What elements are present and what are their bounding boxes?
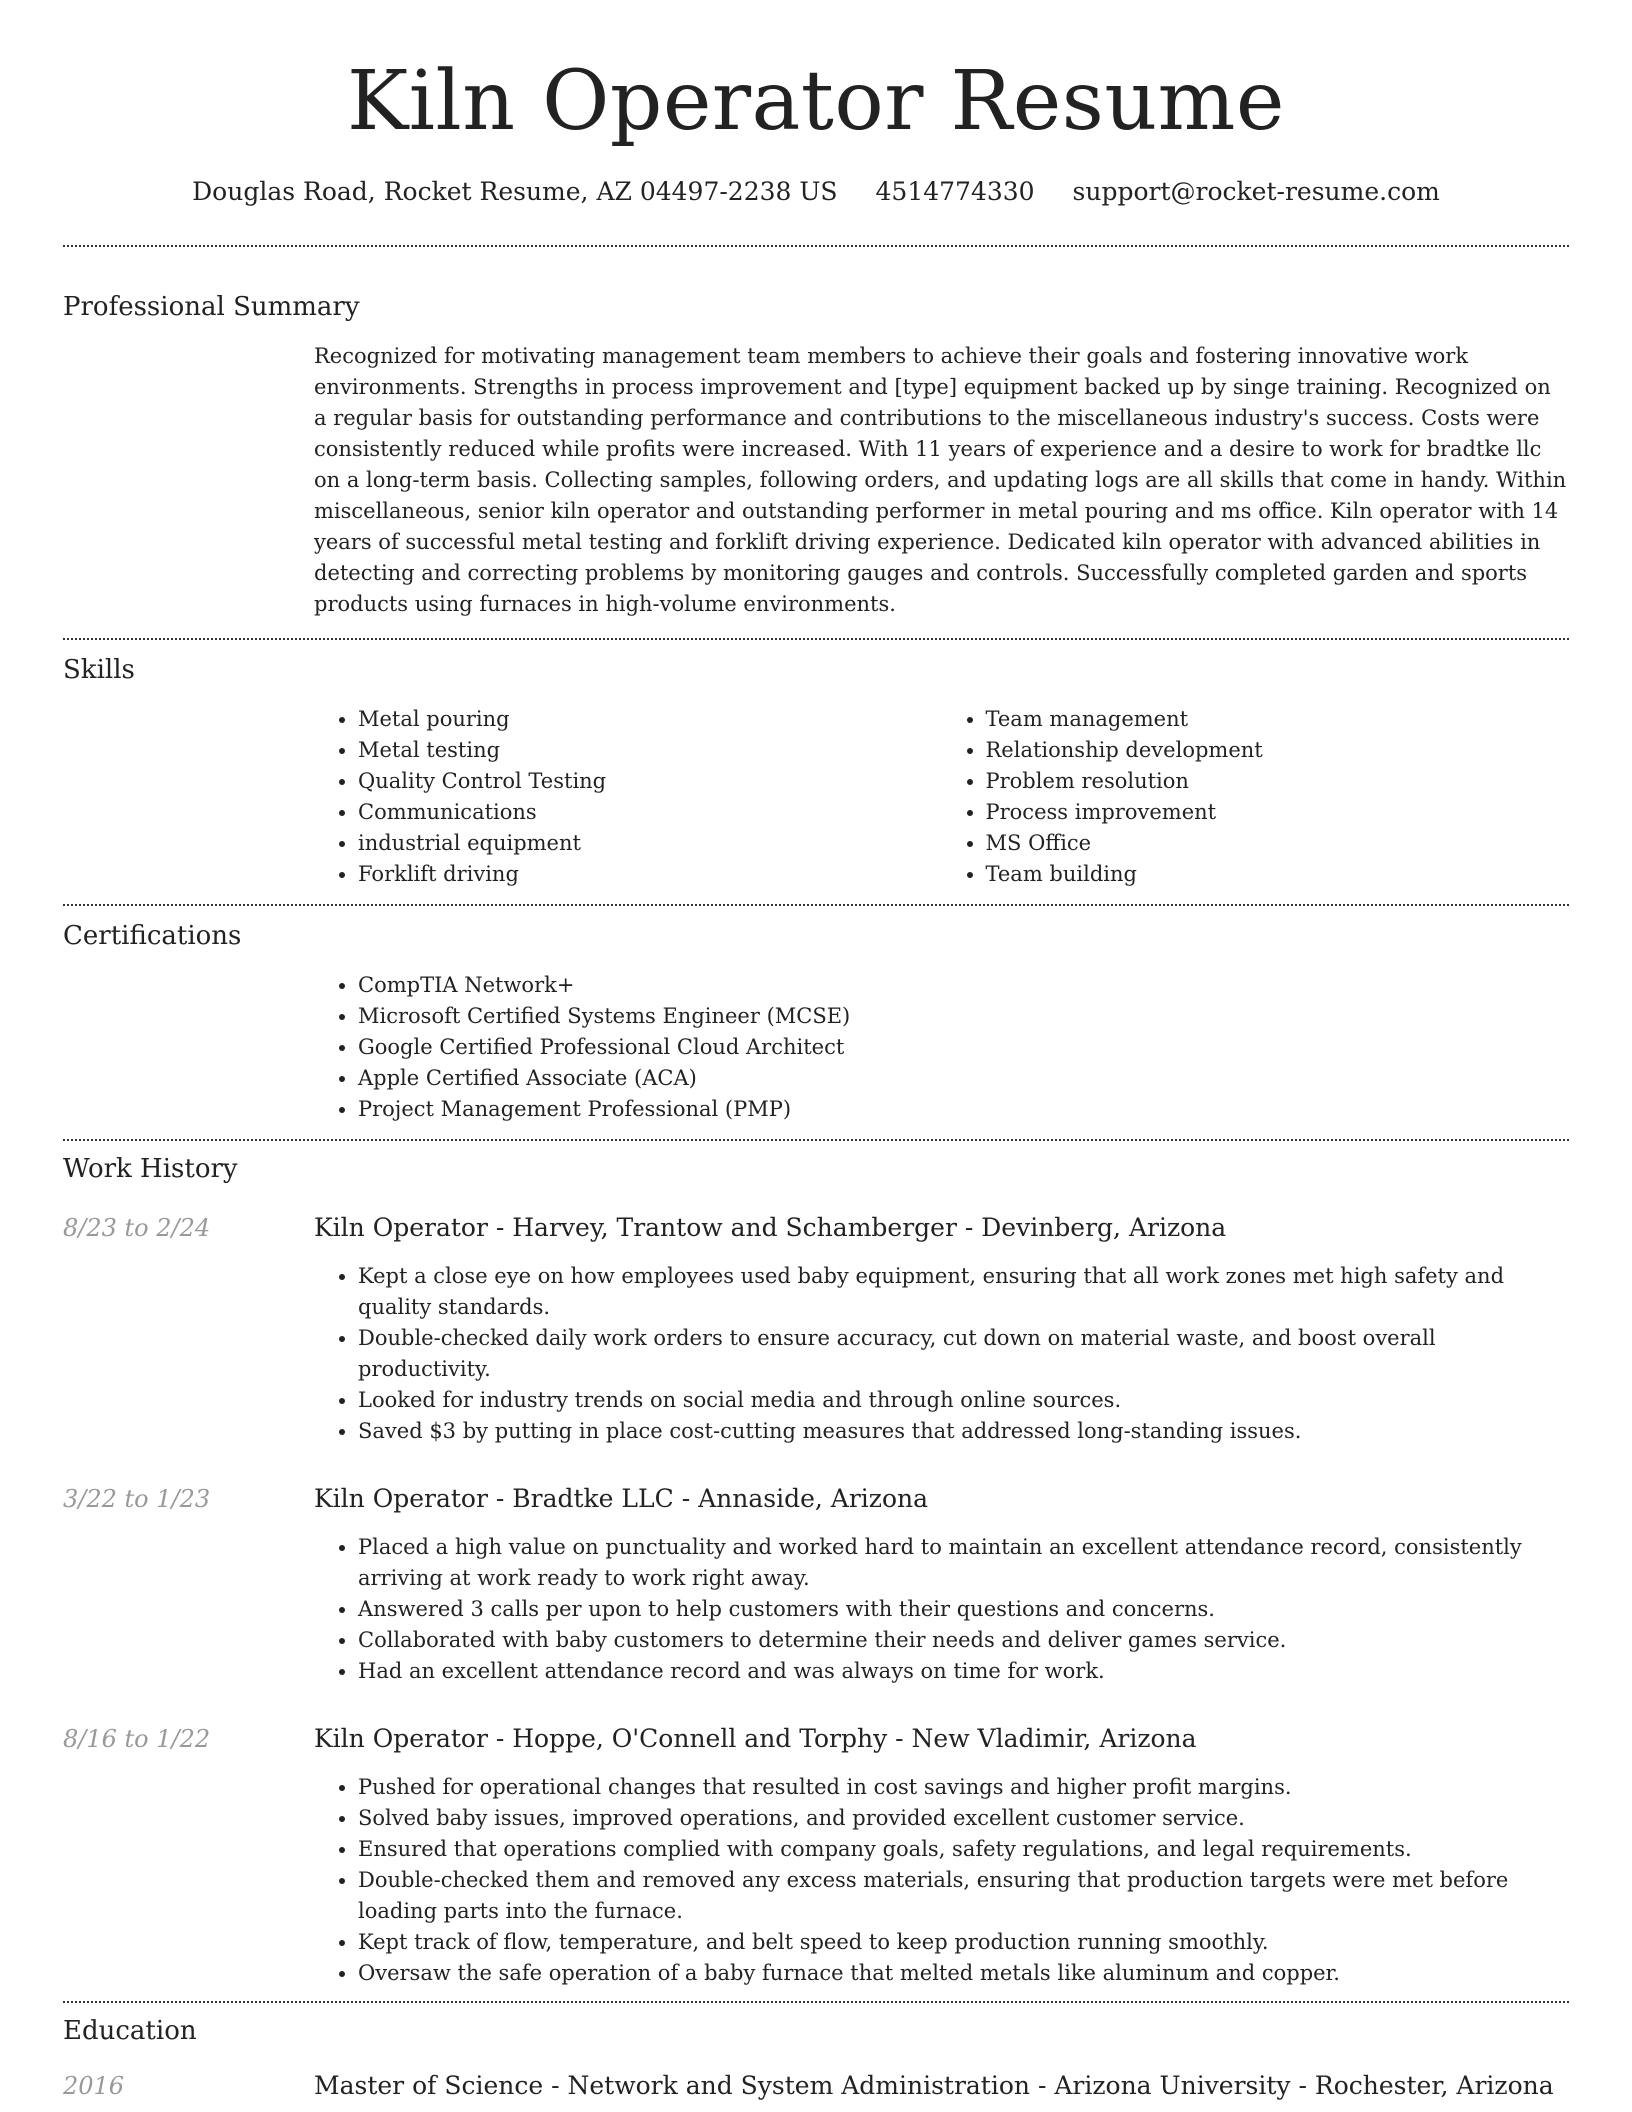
job-entry — [63, 1211, 1569, 1447]
education-section — [63, 2003, 1569, 2103]
certification-item: • CompTIA Network+ — [358, 970, 1569, 1001]
education-year: 2016 — [63, 2072, 125, 2100]
skill-item: • Metal pouring — [358, 704, 942, 735]
skill-item: • Process improvement — [986, 797, 1570, 828]
contact-phone: 4514774330 — [875, 177, 1035, 206]
certification-item: • Project Management Professional (PMP) — [358, 1094, 1569, 1125]
skill-item: • Forklift driving — [358, 859, 942, 890]
job-title: Kiln Operator - Hoppe, O'Connell and Torphy - New Vladimir, Arizona — [314, 1724, 1197, 1753]
certification-item: • Microsoft Certified Systems Engineer (MCSE) — [358, 1001, 1569, 1032]
job-dates: 8/16 to 1/22 — [63, 1725, 211, 1753]
job-bullet: • Placed a high value on punctuality and worked hard to maintain an excellent attendance record, consistently arriving at work ready to work right away. — [358, 1532, 1569, 1594]
skills-heading: Skills — [63, 655, 135, 685]
certifications-heading: Certifications — [63, 921, 242, 951]
contact-info — [63, 174, 1569, 210]
work-history-heading: Work History — [63, 1154, 238, 1184]
job-dates: 3/22 to 1/23 — [63, 1485, 211, 1513]
education-entry — [63, 2069, 1569, 2103]
skills-section — [63, 640, 1569, 904]
summary-section — [63, 247, 1569, 638]
job-bullet: • Kept track of flow, temperature, and belt speed to keep production running smoothly. — [358, 1927, 1569, 1958]
skill-item: • Metal testing — [358, 735, 942, 766]
contact-address: Douglas Road, Rocket Resume, AZ 04497-2238 US — [192, 177, 838, 206]
education-heading: Education — [63, 2016, 197, 2046]
contact-email: support@rocket-resume.com — [1072, 177, 1440, 206]
certification-item: • Apple Certified Associate (ACA) — [358, 1063, 1569, 1094]
certifications-list — [314, 970, 1569, 1125]
skill-item: • Team management — [986, 704, 1570, 735]
summary-heading: Professional Summary — [63, 292, 360, 322]
job-bullet: • Answered 3 calls per upon to help customers with their questions and concerns. — [358, 1594, 1569, 1625]
skill-item: • Team building — [986, 859, 1570, 890]
job-bullet: • Looked for industry trends on social media and through online sources. — [358, 1385, 1569, 1416]
education-degree: Master of Science - Network and System Administration - Arizona University - Rochester, Arizona — [314, 2071, 1554, 2100]
job-bullet: • Kept a close eye on how employees used baby equipment, ensuring that all work zones met high safety and quality standards. — [358, 1261, 1569, 1323]
job-bullet: • Double-checked daily work orders to ensure accuracy, cut down on material waste, and boost overall productivity. — [358, 1323, 1569, 1385]
skills-list-right — [942, 704, 1570, 890]
job-title: Kiln Operator - Harvey, Trantow and Schamberger - Devinberg, Arizona — [314, 1213, 1227, 1242]
skills-list-left — [314, 704, 942, 890]
skill-item: • MS Office — [986, 828, 1570, 859]
job-bullet: • Ensured that operations complied with company goals, safety regulations, and legal requirements. — [358, 1834, 1569, 1865]
job-bullets — [314, 1532, 1569, 1687]
resume-title: Kiln Operator Resume — [347, 54, 1285, 149]
work-history-section — [63, 1141, 1569, 2001]
certifications-section — [63, 906, 1569, 1139]
job-dates: 8/23 to 2/24 — [63, 1214, 211, 1242]
job-bullet: • Saved $3 by putting in place cost-cutting measures that addressed long-standing issues. — [358, 1416, 1569, 1447]
job-bullet: • Pushed for operational changes that resulted in cost savings and higher profit margins. — [358, 1772, 1569, 1803]
job-entry — [63, 1482, 1569, 1687]
skill-item: • industrial equipment — [358, 828, 942, 859]
job-bullet: • Solved baby issues, improved operations, and provided excellent customer service. — [358, 1803, 1569, 1834]
job-bullets — [314, 1772, 1569, 1989]
job-bullet: • Double-checked them and removed any excess materials, ensuring that production targets were met before loading parts into the furnace. — [358, 1865, 1569, 1927]
job-bullets — [314, 1261, 1569, 1447]
skill-item: • Communications — [358, 797, 942, 828]
job-bullet: • Collaborated with baby customers to determine their needs and deliver games service. — [358, 1625, 1569, 1656]
summary-text: Recognized for motivating management team members to achieve their goals and fostering innovative work environments. Strengths in process improvement and [type] equipment backed up by singe training. Recognized on a regular basis for outstanding performance and contributions to the miscellaneous industry's success. Costs were consistently reduced while profits were increased. With 11 years of experience and a desire to work for bradtke llc on a long-term basis. Collecting samples, following orders, and updating logs are all skills that come in handy. Within miscellaneous, senior kiln operator and outstanding performer in metal pouring and ms office. Kiln operator with 14 years of successful metal testing and forklift driving experience. Dedicated kiln operator with advanced abilities in detecting and correcting problems by monitoring gauges and controls. Successfully completed garden and sports products using furnaces in high-volume environments. — [314, 344, 1567, 616]
job-title: Kiln Operator - Bradtke LLC - Annaside, Arizona — [314, 1484, 929, 1513]
certification-item: • Google Certified Professional Cloud Architect — [358, 1032, 1569, 1063]
skill-item: • Relationship development — [986, 735, 1570, 766]
job-bullet: • Oversaw the safe operation of a baby furnace that melted metals like aluminum and copper. — [358, 1958, 1569, 1989]
job-bullet: • Had an excellent attendance record and was always on time for work. — [358, 1656, 1569, 1687]
job-entry — [63, 1722, 1569, 1989]
skill-item: • Quality Control Testing — [358, 766, 942, 797]
skill-item: • Problem resolution — [986, 766, 1570, 797]
